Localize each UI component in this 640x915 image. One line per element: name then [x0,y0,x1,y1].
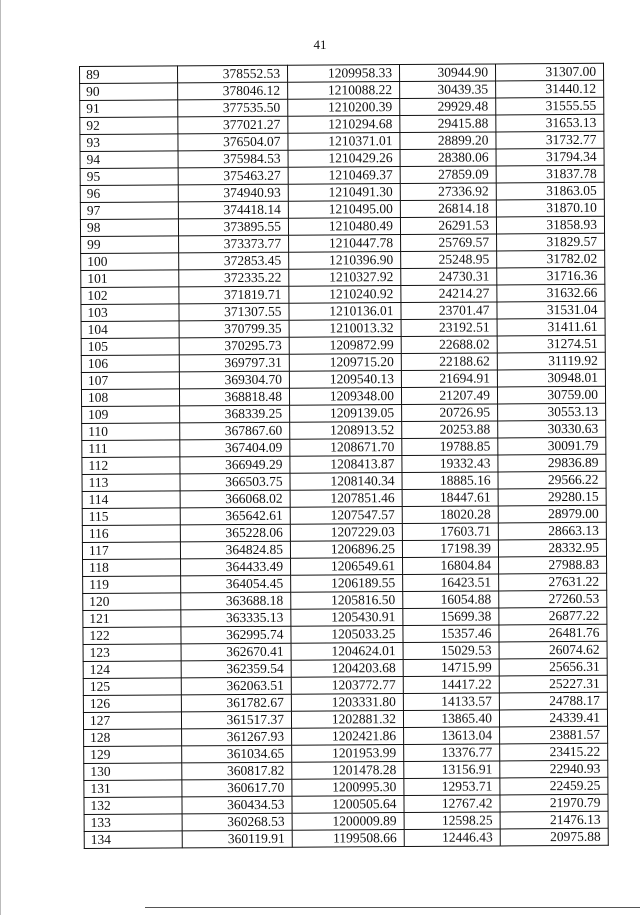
x-coordinate-cell: 363688.18 [181,592,291,610]
y-coordinate-cell: 1205033.25 [291,626,403,644]
y-coordinate-cell: 1206189.55 [291,575,403,593]
value-a-cell: 15699.38 [403,608,499,626]
value-a-cell: 12598.25 [404,812,500,830]
value-b-cell: 24788.17 [499,692,607,710]
y-coordinate-cell: 1205816.50 [291,592,403,610]
point-number-cell: 126 [83,695,181,713]
point-number-cell: 125 [83,678,181,696]
point-number-cell: 114 [82,491,180,509]
y-coordinate-cell: 1203772.77 [291,677,403,695]
y-coordinate-cell: 1202421.86 [292,728,404,746]
x-coordinate-cell: 366503.75 [180,473,290,491]
y-coordinate-cell: 1207547.57 [290,507,402,525]
bottom-rule-line [145,907,640,908]
x-coordinate-cell: 369797.31 [179,354,289,372]
y-coordinate-cell: 1210491.30 [288,184,400,202]
value-b-cell: 26074.62 [499,641,607,659]
x-coordinate-cell: 364433.49 [181,558,291,576]
point-number-cell: 117 [82,542,180,560]
value-b-cell: 31863.05 [496,182,604,200]
point-number-cell: 111 [82,440,180,458]
value-a-cell: 12953.71 [404,778,500,796]
y-coordinate-cell: 1207851.46 [290,490,402,508]
value-a-cell: 14133.57 [403,693,499,711]
x-coordinate-cell: 378046.12 [178,82,288,100]
x-coordinate-cell: 375984.53 [178,150,288,168]
value-b-cell: 31274.51 [497,335,605,353]
x-coordinate-cell: 360617.70 [182,779,292,797]
value-a-cell: 13865.40 [403,710,499,728]
y-coordinate-cell: 1208140.34 [290,473,402,491]
point-number-cell: 110 [82,423,180,441]
y-coordinate-cell: 1210240.92 [289,286,401,304]
value-b-cell: 27631.22 [499,573,607,591]
y-coordinate-cell: 1210136.01 [289,303,401,321]
value-b-cell: 31837.78 [496,165,604,183]
x-coordinate-cell: 368339.25 [180,405,290,423]
x-coordinate-cell: 366949.29 [180,456,290,474]
value-b-cell: 27988.83 [499,556,607,574]
y-coordinate-cell: 1210088.22 [288,82,400,100]
x-coordinate-cell: 361034.65 [182,745,292,763]
value-b-cell: 26481.76 [499,624,607,642]
value-b-cell: 25227.31 [499,675,607,693]
point-number-cell: 96 [80,185,178,203]
value-b-cell: 28979.00 [498,505,606,523]
value-b-cell: 28332.95 [498,539,606,557]
y-coordinate-cell: 1206896.25 [290,541,402,559]
point-number-cell: 91 [80,100,178,118]
value-a-cell: 29929.48 [400,98,496,116]
x-coordinate-cell: 369304.70 [179,371,289,389]
value-b-cell: 31782.02 [497,250,605,268]
x-coordinate-cell: 360119.91 [182,830,292,848]
point-number-cell: 102 [81,287,179,305]
value-a-cell: 26291.53 [400,217,496,235]
value-a-cell: 17603.71 [402,523,498,541]
y-coordinate-cell: 1200995.30 [292,779,404,797]
y-coordinate-cell: 1210480.49 [288,218,400,236]
point-number-cell: 122 [83,627,181,645]
x-coordinate-cell: 367867.60 [180,422,290,440]
point-number-cell: 129 [84,746,182,764]
value-a-cell: 14417.22 [403,676,499,694]
value-b-cell: 31870.10 [496,199,604,217]
point-number-cell: 103 [81,304,179,322]
value-a-cell: 23701.47 [401,302,497,320]
table-row [84,828,608,848]
point-number-cell: 132 [84,797,182,815]
x-coordinate-cell: 378552.53 [178,65,288,83]
x-coordinate-cell: 360268.53 [182,813,292,831]
value-b-cell: 21970.79 [500,794,608,812]
value-a-cell: 13376.77 [404,744,500,762]
value-b-cell: 31632.66 [497,284,605,302]
x-coordinate-cell: 372335.22 [179,269,289,287]
y-coordinate-cell: 1208671.70 [290,439,402,457]
x-coordinate-cell: 370295.73 [179,337,289,355]
point-number-cell: 112 [82,457,180,475]
value-a-cell: 26814.18 [400,200,496,218]
x-coordinate-cell: 376504.07 [178,133,288,151]
y-coordinate-cell: 1208413.87 [290,456,402,474]
point-number-cell: 99 [81,236,179,254]
point-number-cell: 123 [83,644,181,662]
y-coordinate-cell: 1210429.26 [288,150,400,168]
value-a-cell: 18447.61 [402,489,498,507]
value-b-cell: 23415.22 [500,743,608,761]
y-coordinate-cell: 1209872.99 [289,337,401,355]
value-a-cell: 12767.42 [404,795,500,813]
value-a-cell: 16423.51 [403,574,499,592]
y-coordinate-cell: 1207229.03 [290,524,402,542]
point-number-cell: 116 [82,525,180,543]
x-coordinate-cell: 371819.71 [179,286,289,304]
value-b-cell: 31555.55 [496,97,604,115]
x-coordinate-cell: 373895.55 [178,218,288,236]
value-b-cell: 31716.36 [497,267,605,285]
y-coordinate-cell: 1209139.05 [290,405,402,423]
y-coordinate-cell: 1200505.64 [292,796,404,814]
value-a-cell: 21694.91 [401,370,497,388]
value-a-cell: 16804.84 [403,557,499,575]
value-a-cell: 18885.16 [402,472,498,490]
x-coordinate-cell: 362995.74 [181,626,291,644]
point-number-cell: 104 [81,321,179,339]
value-a-cell: 27859.09 [400,166,496,184]
point-number-cell: 121 [83,610,181,628]
value-a-cell: 27336.92 [400,183,496,201]
x-coordinate-cell: 362063.51 [181,677,291,695]
x-coordinate-cell: 362359.54 [181,660,291,678]
x-coordinate-cell: 368818.48 [179,388,289,406]
value-b-cell: 20975.88 [500,828,608,846]
x-coordinate-cell: 371307.55 [179,303,289,321]
value-b-cell: 31858.93 [496,216,604,234]
page-number: 41 [313,37,327,52]
y-coordinate-cell: 1210013.32 [289,320,401,338]
value-a-cell: 25769.57 [401,234,497,252]
value-a-cell: 30439.35 [400,81,496,99]
value-b-cell: 23881.57 [500,726,608,744]
x-coordinate-cell: 374940.93 [178,184,288,202]
y-coordinate-cell: 1209348.00 [289,388,401,406]
x-coordinate-cell: 377021.27 [178,116,288,134]
value-a-cell: 14715.99 [403,659,499,677]
y-coordinate-cell: 1210327.92 [289,269,401,287]
value-b-cell: 26877.22 [499,607,607,625]
point-number-cell: 106 [81,355,179,373]
y-coordinate-cell: 1210371.01 [288,133,400,151]
value-b-cell: 31307.00 [495,63,603,81]
value-a-cell: 23192.51 [401,319,497,337]
value-a-cell: 20726.95 [402,404,498,422]
y-coordinate-cell: 1202881.32 [291,711,403,729]
value-a-cell: 22188.62 [401,353,497,371]
value-a-cell: 12446.43 [404,829,500,847]
x-coordinate-cell: 373373.77 [179,235,289,253]
x-coordinate-cell: 374418.14 [178,201,288,219]
y-coordinate-cell: 1210495.00 [288,201,400,219]
point-number-cell: 107 [81,372,179,390]
value-a-cell: 28380.06 [400,149,496,167]
x-coordinate-cell: 377535.50 [178,99,288,117]
y-coordinate-cell: 1204203.68 [291,660,403,678]
point-number-cell: 124 [83,661,181,679]
y-coordinate-cell: 1205430.91 [291,609,403,627]
value-a-cell: 17198.39 [402,540,498,558]
value-b-cell: 24339.41 [499,709,607,727]
point-number-cell: 128 [84,729,182,747]
point-number-cell: 109 [82,406,180,424]
y-coordinate-cell: 1199508.66 [292,830,404,848]
value-a-cell: 24214.27 [401,285,497,303]
point-number-cell: 108 [81,389,179,407]
value-b-cell: 31440.12 [496,80,604,98]
point-number-cell: 97 [80,202,178,220]
value-a-cell: 19332.43 [402,455,498,473]
point-number-cell: 95 [80,168,178,186]
x-coordinate-cell: 361517.37 [181,711,291,729]
x-coordinate-cell: 362670.41 [181,643,291,661]
value-a-cell: 15357.46 [403,625,499,643]
x-coordinate-cell: 361782.67 [181,694,291,712]
x-coordinate-cell: 364824.85 [180,541,290,559]
x-coordinate-cell: 366068.02 [180,490,290,508]
y-coordinate-cell: 1210396.90 [289,252,401,270]
point-number-cell: 101 [81,270,179,288]
value-b-cell: 28663.13 [498,522,606,540]
value-b-cell: 29566.22 [498,471,606,489]
point-number-cell: 105 [81,338,179,356]
y-coordinate-cell: 1210200.39 [288,99,400,117]
value-b-cell: 30759.00 [497,386,605,404]
point-number-cell: 94 [80,151,178,169]
value-b-cell: 31531.04 [497,301,605,319]
value-b-cell: 30091.79 [498,437,606,455]
point-number-cell: 93 [80,134,178,152]
y-coordinate-cell: 1201478.28 [292,762,404,780]
point-number-cell: 120 [83,593,181,611]
value-b-cell: 30330.63 [498,420,606,438]
coordinates-table [79,63,609,849]
y-coordinate-cell: 1210469.37 [288,167,400,185]
y-coordinate-cell: 1210447.78 [289,235,401,253]
y-coordinate-cell: 1209715.20 [289,354,401,372]
y-coordinate-cell: 1208913.52 [290,422,402,440]
point-number-cell: 130 [84,763,182,781]
x-coordinate-cell: 365228.06 [180,524,290,542]
value-a-cell: 30944.90 [399,64,495,82]
y-coordinate-cell: 1209540.13 [289,371,401,389]
x-coordinate-cell: 360817.82 [182,762,292,780]
value-a-cell: 24730.31 [401,268,497,286]
y-coordinate-cell: 1203331.80 [291,694,403,712]
value-b-cell: 31732.77 [496,131,604,149]
value-a-cell: 19788.85 [402,438,498,456]
table-body [80,63,609,848]
point-number-cell: 92 [80,117,178,135]
point-number-cell: 134 [84,831,182,849]
value-b-cell: 30948.01 [497,369,605,387]
scan-edge-line [0,0,1,915]
point-number-cell: 133 [84,814,182,832]
value-b-cell: 31653.13 [496,114,604,132]
x-coordinate-cell: 372853.45 [179,252,289,270]
value-a-cell: 21207.49 [401,387,497,405]
point-number-cell: 98 [80,219,178,237]
point-number-cell: 119 [83,576,181,594]
value-b-cell: 31411.61 [497,318,605,336]
point-number-cell: 90 [80,83,178,101]
point-number-cell: 113 [82,474,180,492]
x-coordinate-cell: 367404.09 [180,439,290,457]
y-coordinate-cell: 1204624.01 [291,643,403,661]
point-number-cell: 89 [80,66,178,84]
x-coordinate-cell: 364054.45 [181,575,291,593]
value-b-cell: 29836.89 [498,454,606,472]
value-a-cell: 18020.28 [402,506,498,524]
x-coordinate-cell: 360434.53 [182,796,292,814]
value-b-cell: 29280.15 [498,488,606,506]
value-b-cell: 31829.57 [497,233,605,251]
value-b-cell: 27260.53 [499,590,607,608]
point-number-cell: 127 [83,712,181,730]
value-a-cell: 29415.88 [400,115,496,133]
y-coordinate-cell: 1209958.33 [287,65,399,83]
value-b-cell: 21476.13 [500,811,608,829]
value-a-cell: 16054.88 [403,591,499,609]
value-a-cell: 20253.88 [402,421,498,439]
value-a-cell: 13613.04 [404,727,500,745]
x-coordinate-cell: 365642.61 [180,507,290,525]
point-number-cell: 100 [81,253,179,271]
y-coordinate-cell: 1201953.99 [292,745,404,763]
value-a-cell: 25248.95 [401,251,497,269]
x-coordinate-cell: 370799.35 [179,320,289,338]
value-b-cell: 31794.34 [496,148,604,166]
point-number-cell: 131 [84,780,182,798]
value-a-cell: 22688.02 [401,336,497,354]
value-b-cell: 22940.93 [500,760,608,778]
value-a-cell: 15029.53 [403,642,499,660]
x-coordinate-cell: 361267.93 [182,728,292,746]
value-b-cell: 22459.25 [500,777,608,795]
y-coordinate-cell: 1206549.61 [291,558,403,576]
point-number-cell: 118 [83,559,181,577]
value-a-cell: 28899.20 [400,132,496,150]
value-b-cell: 31119.92 [497,352,605,370]
point-number-cell: 115 [82,508,180,526]
value-a-cell: 13156.91 [404,761,500,779]
x-coordinate-cell: 363335.13 [181,609,291,627]
value-b-cell: 30553.13 [498,403,606,421]
coordinates-table-container [79,63,608,849]
y-coordinate-cell: 1210294.68 [288,116,400,134]
value-b-cell: 25656.31 [499,658,607,676]
y-coordinate-cell: 1200009.89 [292,813,404,831]
x-coordinate-cell: 375463.27 [178,167,288,185]
